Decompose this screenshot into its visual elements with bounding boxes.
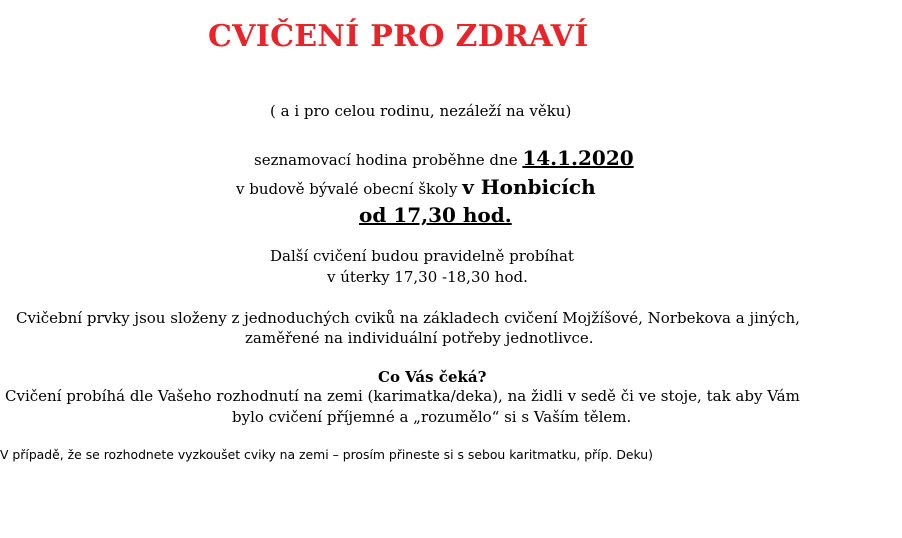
page-title: CVIČENÍ PRO ZDRAVÍ <box>208 19 589 54</box>
expect-heading: Co Vás čeká? <box>378 368 487 386</box>
description-line-2: zaměřené na individuální potřeby jednotlivce. <box>245 329 594 347</box>
intro-place-line <box>236 177 596 197</box>
intro-date-line <box>254 148 634 168</box>
subtitle: ( a i pro celou rodinu, nezáleží na věku) <box>270 102 572 120</box>
schedule-line-2: v úterky 17,30 -18,30 hod. <box>327 268 528 286</box>
schedule-line-1: Další cvičení budou pravidelně probíhat <box>270 247 574 265</box>
expect-line-1: Cvičení probíhá dle Vašeho rozhodnutí na zemi (karimatka/deka), na židli v sedě či ve stoje, tak aby Vám <box>5 387 800 405</box>
intro-date: 14.1.2020 <box>522 146 634 170</box>
intro-date-prefix: seznamovací hodina proběhne dne <box>254 151 523 169</box>
note: V případě, že se rozhodnete vyzkoušet cviky na zemi – prosím přineste si s sebou karitmatku, příp. Deku) <box>0 447 653 462</box>
intro-place: v Honbicích <box>462 175 596 199</box>
intro-place-prefix: v budově bývalé obecní školy <box>236 180 463 198</box>
description-line-1: Cvičební prvky jsou složeny z jednoduchých cviků na základech cvičení Mojžíšové, Norbekova a jiných, <box>16 309 800 327</box>
intro-time: od 17,30 hod. <box>359 203 512 227</box>
expect-line-2: bylo cvičení příjemné a „rozumělo“ si s Vaším tělem. <box>232 408 632 426</box>
